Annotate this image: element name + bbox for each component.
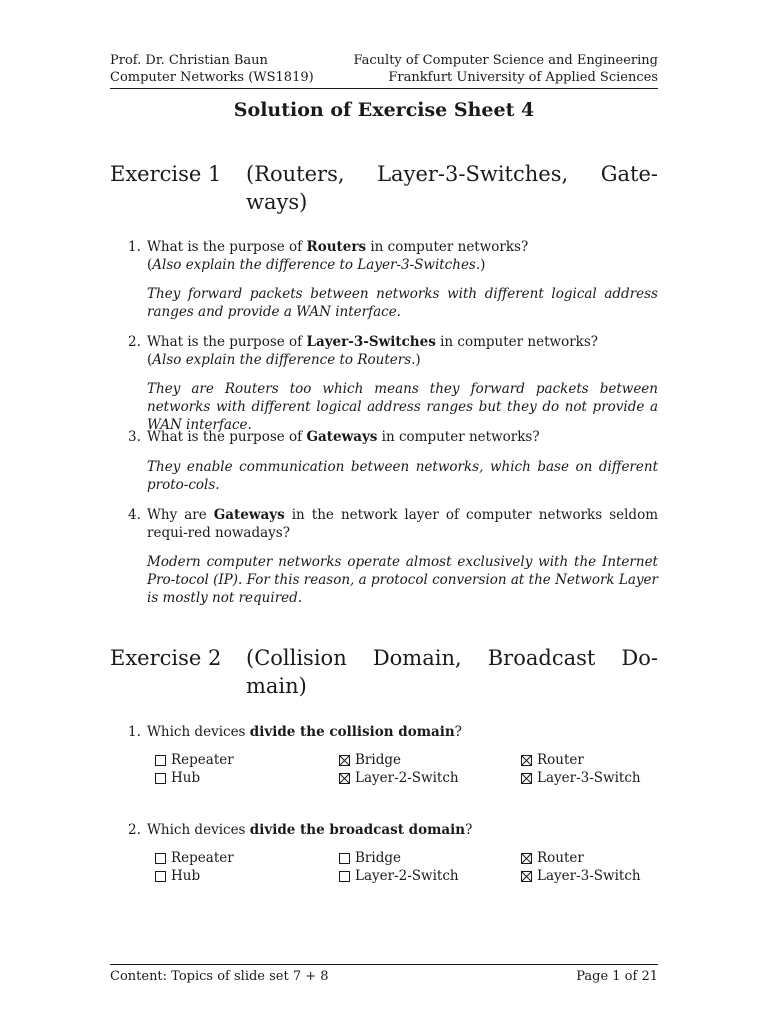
page-number: Page 1 of 21	[576, 969, 658, 984]
option-repeater[interactable]: Repeater	[155, 850, 339, 868]
option-router[interactable]: Router	[521, 752, 584, 770]
question-number: 3.	[128, 429, 141, 445]
collision-domain-options	[155, 752, 655, 787]
keyword: Layer-3-Switches	[306, 334, 436, 350]
question-number: 2.	[128, 822, 141, 838]
option-layer-3-switch[interactable]: Layer-3-Switch	[521, 868, 641, 886]
exercise-1-heading	[110, 160, 658, 216]
exercise-1-question-2: 2. What is the purpose of Layer-3-Switches in computer networks? (Also explain the difference to Routers.)	[128, 333, 658, 369]
option-layer-3-switch[interactable]: Layer-3-Switch	[521, 770, 641, 788]
exercise-2-number: Exercise 2	[110, 646, 222, 670]
option-layer-2-switch[interactable]: Layer-2-Switch	[339, 770, 521, 788]
exercise-2-heading	[110, 644, 658, 700]
option-bridge[interactable]: Bridge	[339, 850, 521, 868]
keyword: divide the collision domain	[249, 724, 455, 740]
topic-word: (Collision	[246, 646, 347, 670]
checked-box-icon[interactable]	[339, 773, 350, 784]
topic-word: Layer-3-Switches,	[377, 162, 569, 186]
page-header	[110, 52, 658, 89]
header-author: Prof. Dr. Christian Baun	[110, 53, 268, 68]
question-hint: (Also explain the difference to Layer-3-Switches.)	[147, 257, 486, 273]
exercise-1-answer-3: They enable communication between networks, which base on different proto-cols.	[147, 459, 658, 493]
keyword: Routers	[306, 239, 367, 255]
topic-word: (Routers,	[246, 162, 345, 186]
topic-word: Gate-	[600, 162, 658, 186]
header-university: Frankfurt University of Applied Sciences	[388, 70, 658, 85]
question-hint: (Also explain the difference to Routers.)	[147, 352, 421, 368]
footer-content: Content: Topics of slide set 7 + 8	[110, 969, 329, 984]
question-number: 1.	[128, 724, 141, 740]
option-layer-2-switch[interactable]: Layer-2-Switch	[339, 868, 521, 886]
exercise-2-question-1: 1. Which devices divide the collision domain?	[128, 724, 462, 740]
option-router[interactable]: Router	[521, 850, 584, 868]
exercise-1-answer-4: Modern computer networks operate almost exclusively with the Internet Pro-tocol (IP). For this reason, a protocol conversion at the Network Layer is mostly not required.	[147, 554, 658, 606]
unchecked-box-icon[interactable]	[155, 755, 166, 766]
exercise-1-answer-1: They forward packets between networks with different logical address ranges and provide a WAN interface.	[147, 286, 658, 320]
exercise-1-question-3: 3. What is the purpose of Gateways in computer networks?	[128, 429, 540, 445]
header-faculty: Faculty of Computer Science and Engineering	[353, 53, 658, 68]
unchecked-box-icon[interactable]	[155, 853, 166, 864]
unchecked-box-icon[interactable]	[155, 773, 166, 784]
topic-line-2: ways)	[246, 190, 308, 214]
keyword: Gateways	[213, 507, 285, 523]
checked-box-icon[interactable]	[339, 755, 350, 766]
page-footer	[110, 964, 658, 984]
keyword: divide the broadcast domain	[249, 822, 466, 838]
exercise-2-topic	[246, 644, 658, 700]
topic-word: Do-	[621, 646, 658, 670]
exercise-1-question-4: 4. Why are Gateways in the network layer of computer networks seldom requi-red nowadays?	[128, 507, 658, 541]
option-repeater[interactable]: Repeater	[155, 752, 339, 770]
unchecked-box-icon[interactable]	[339, 871, 350, 882]
header-course: Computer Networks (WS1819)	[110, 70, 314, 85]
exercise-1-answer-2: They are Routers too which means they forward packets between networks with different logical address ranges but they do not provide a WAN interface.	[147, 381, 658, 433]
question-number: 4.	[128, 507, 141, 523]
checked-box-icon[interactable]	[521, 871, 532, 882]
exercise-1-question-1: 1. What is the purpose of Routers in computer networks? (Also explain the difference to Layer-3-Switches.)	[128, 238, 658, 274]
option-hub[interactable]: Hub	[155, 868, 339, 886]
question-number: 2.	[128, 334, 141, 350]
question-number: 1.	[128, 239, 141, 255]
document-title: Solution of Exercise Sheet 4	[233, 99, 535, 121]
option-bridge[interactable]: Bridge	[339, 752, 521, 770]
exercise-1-number: Exercise 1	[110, 162, 222, 186]
exercise-2-question-2: 2. Which devices divide the broadcast domain?	[128, 822, 473, 838]
topic-word: Broadcast	[487, 646, 596, 670]
topic-line-2: main)	[246, 674, 307, 698]
option-hub[interactable]: Hub	[155, 770, 339, 788]
exercise-1-topic	[246, 160, 658, 216]
checked-box-icon[interactable]	[521, 853, 532, 864]
checked-box-icon[interactable]	[521, 773, 532, 784]
topic-word: Domain,	[372, 646, 462, 670]
keyword: Gateways	[306, 429, 378, 445]
broadcast-domain-options	[155, 850, 655, 885]
unchecked-box-icon[interactable]	[155, 871, 166, 882]
unchecked-box-icon[interactable]	[339, 853, 350, 864]
checked-box-icon[interactable]	[521, 755, 532, 766]
